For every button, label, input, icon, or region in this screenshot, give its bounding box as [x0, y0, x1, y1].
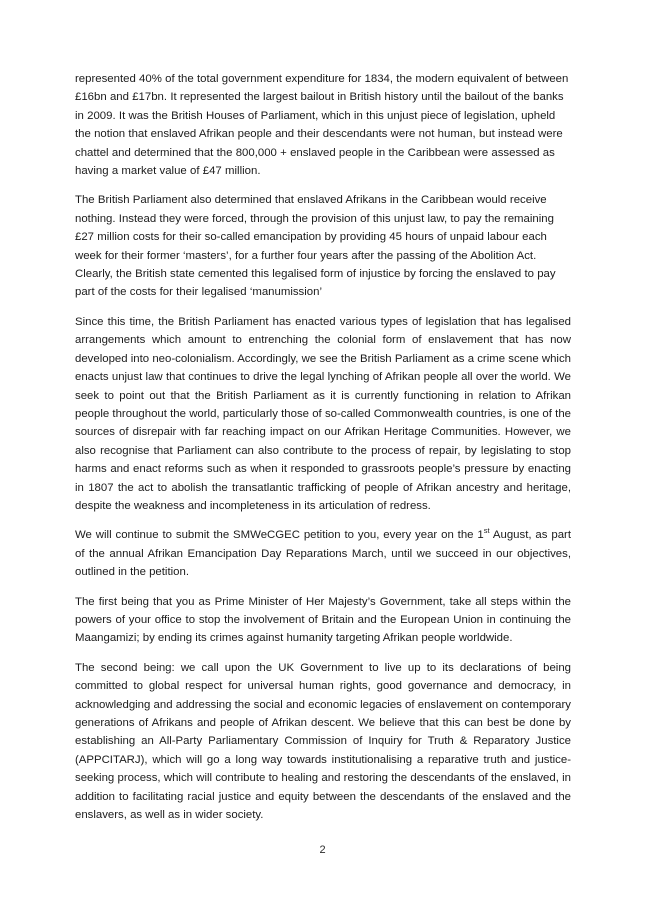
- paragraph-4-text-before-superscript: We will continue to submit the SMWeCGEC petition to you, every year on the 1: [75, 529, 484, 542]
- paragraph-3: Since this time, the British Parliament has enacted various types of legislation that has legalised arrangements which amount to entrenching the colonial form of enslavement that has now developed into neo-colonialism. Accordingly, we see the British Parliament as a crime scene which enacts unjust law that continues to drive the legal lynching of Afrikan people all over the world. We seek to point out that the British Parliament as it is currently functioning in relation to Afrikan people throughout the world, particularly those of so-called Commonwealth countries, is one of the sources of disrepair with far reaching impact on our Afrikan Heritage Communities. However, we also recognise that Parliament can also contribute to the process of repair, by legislating to stop harms and enact reforms such as when it responded to grassroots people’s pressure by enacting in 1807 the act to abolish the transatlantic trafficking of people of Afrikan ancestry and heritage, despite the weakness and incompleteness in its articulation of redress.: [75, 315, 571, 512]
- paragraph-4-text-after-superscript: August, as part of the annual Afrikan Emancipation Day Reparations March, until we succeed in our objectives, outlined in the petition.: [75, 529, 571, 579]
- ordinal-superscript: st: [483, 526, 490, 536]
- page-body: [75, 70, 571, 835]
- paragraph-4: [75, 526, 571, 581]
- paragraph-5: The first being that you as Prime Minister of Her Majesty’s Government, take all steps within the powers of your office to stop the involvement of Britain and the European Union in continuing the Maangamizi; by ending its crimes against humanity targeting Afrikan people worldwide.: [75, 595, 571, 645]
- page-number: 2: [319, 844, 326, 856]
- paragraph-1: represented 40% of the total government expenditure for 1834, the modern equivalent of between £16bn and £17bn. It represented the largest bailout in British history until the bailout of the banks in 2009. It was the British Houses of Parliament, which in this unjust piece of legislation, upheld the notion that enslaved Afrikan people and their descendants were not human, but instead were chattel and determined that the 800,000 + enslaved people in the Caribbean were assessed as having a market value of £47 million.: [75, 73, 569, 178]
- paragraph-6: The second being: we call upon the UK Government to live up to its declarations of being committed to global respect for universal human rights, good governance and democracy, in acknowledging and addressing the social and economic legacies of enslavement on contemporary generations of Afrikans and people of Afrikan descent. We believe that this can best be done by establishing an All-Party Parliamentary Commission of Inquiry for Truth & Reparatory Justice (APPCITARJ), which will go a long way towards institutionalising a reparative truth and justice-seeking process, which will contribute to healing and restoring the descendants of the enslaved, in addition to facilitating racial justice and equity between the descendants of the enslaved and the enslavers, as well as in wider society.: [75, 661, 571, 822]
- paragraph-2: The British Parliament also determined that enslaved Afrikans in the Caribbean would receive nothing. Instead they were forced, through the provision of this unjust law, to pay the remaining £27 million costs for their so-called emancipation by providing 45 hours of unpaid labour each week for their former ‘masters’, for a further four years after the passing of the Abolition Act. Clearly, the British state cemented this legalised form of injustice by forcing the enslaved to pay part of the costs for their legalised ‘manumission’: [75, 194, 556, 299]
